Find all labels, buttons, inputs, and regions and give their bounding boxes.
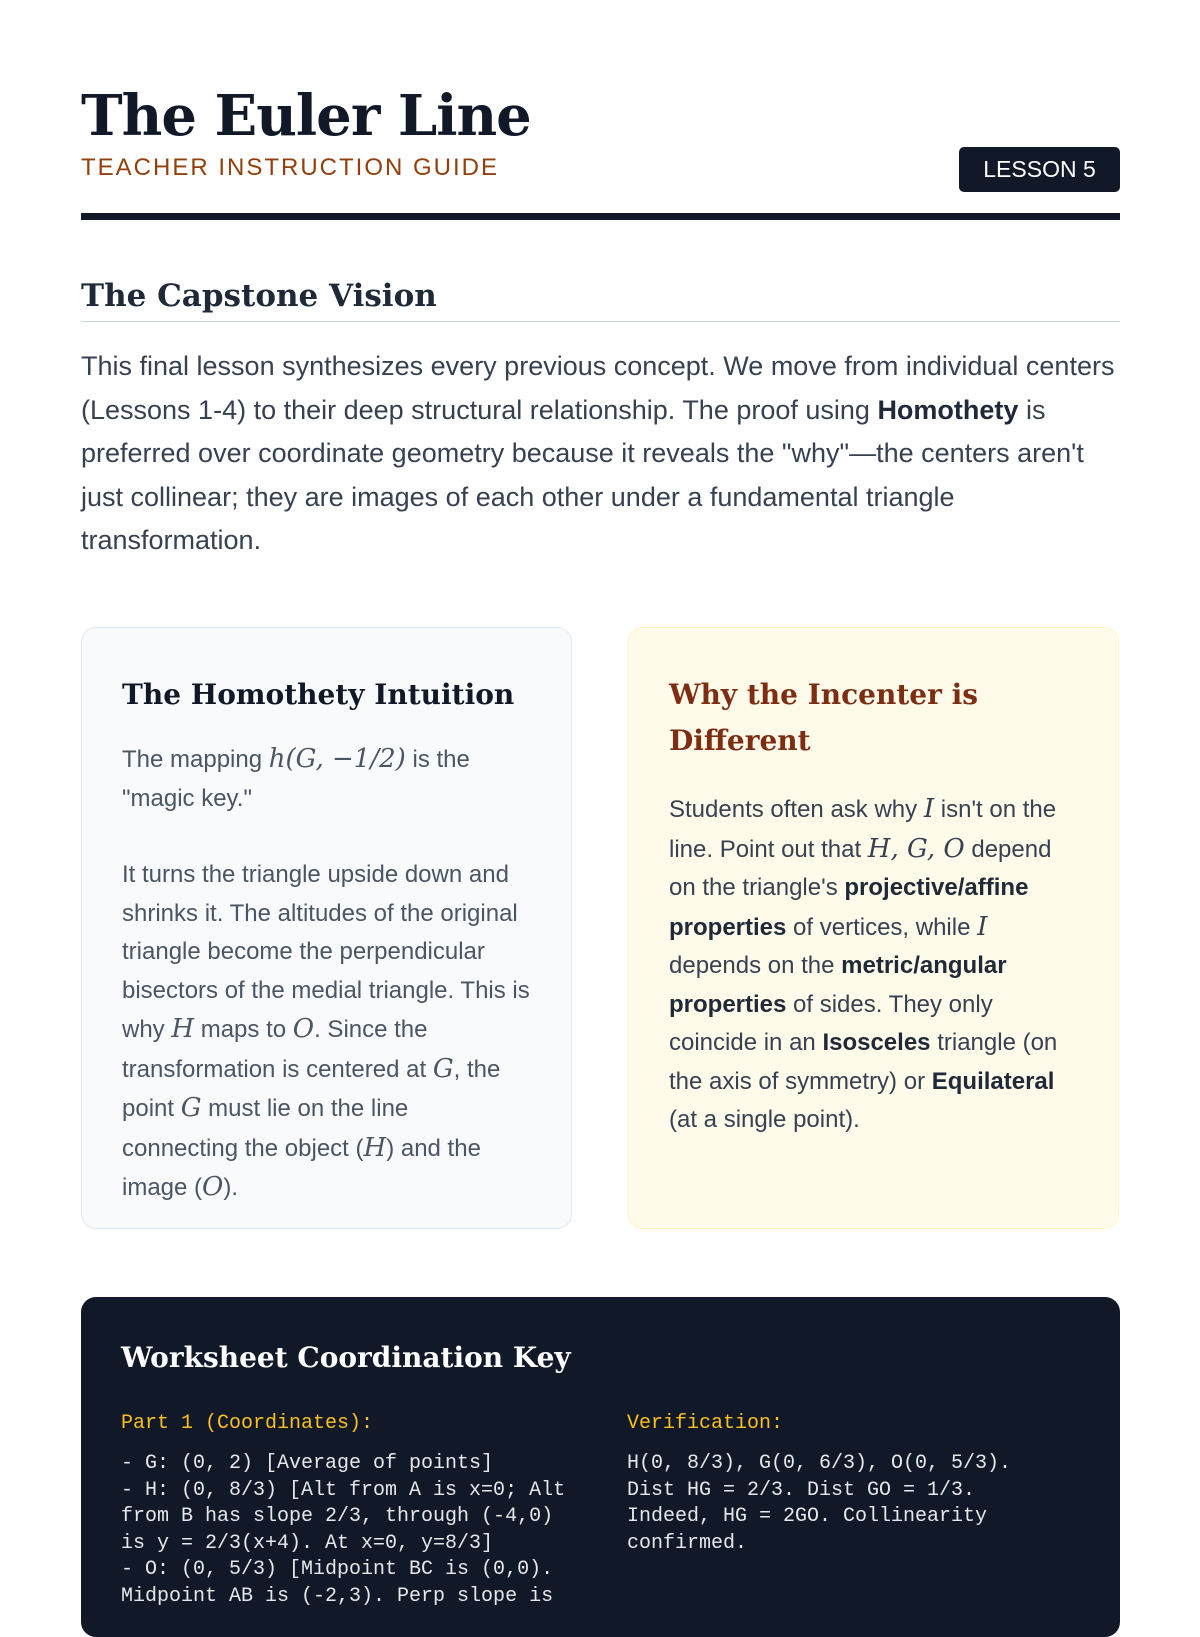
worksheet-key-heading: Worksheet Coordination Key [121,1341,571,1374]
capstone-vision-text: This final lesson synthesizes every previous concept. We move from individual centers (Lessons 1-4) to their deep structural relationship. The proof using Homothety is preferred over coordinate geometry because it reveals the "why"—the centers aren't just collinear; they are images of each other under a fundamental triangle transformation. [81,351,1115,555]
worksheet-part1-column [121,1411,591,1610]
header-divider [81,213,1120,220]
page-header [81,0,1120,222]
incenter-card-heading: Why the Incenter is Different [669,678,978,757]
part1-label: Part 1 (Coordinates): [121,1412,374,1435]
page-title: The Euler Line [81,83,531,149]
incenter-card-paragraph: Students often ask why I isn't on the line. Point out that H, G, O depend on the triangle's projective/affine properties of vertices, while I depends on the metric/angular properties of sides. They only coincide in an Isosceles triangle (on the axis of symmetry) or Equilateral (at a single point). [669,794,1058,1133]
page-subtitle: TEACHER INSTRUCTION GUIDE [81,154,500,181]
capstone-vision-heading: The Capstone Vision [81,272,1120,322]
homothety-card-paragraph-1: The mapping h(G, −1/2) is the "magic key." [122,744,470,812]
part1-body: - G: (0, 2) [Average of points] - H: (0, 8/3) [Alt from A is x=0; Alt from B has slope 2/3, through (-4,0) is y = 2/3(x+4). At x=0, y=8/3] - O: (0, 5/3) [Midpoint BC is (0,0). Midpoint AB is (-2,3). Perp slope is [121,1452,566,1608]
incenter-difference-card [628,627,1119,1229]
lesson-badge: LESSON 5 [959,147,1120,192]
verification-label: Verification: [627,1412,784,1435]
worksheet-verification-column [627,1411,1067,1557]
homothety-card-heading: The Homothety Intuition [122,678,515,711]
homothety-card-paragraph-2: It turns the triangle upside down and shrinks it. The altitudes of the original triangle become the perpendicular bisectors of the medial triangle. This is why H maps to O. Since the transformation is centered at G, the point G must lie on the line connecting the object (H) and the image (O). [122,861,530,1202]
lesson-page [81,0,1120,1608]
homothety-intuition-card [81,627,572,1229]
worksheet-key-panel [81,1297,1120,1637]
verification-body: H(0, 8/3), G(0, 6/3), O(0, 5/3). Dist HG = 2/3. Dist GO = 1/3. Indeed, HG = 2GO. Collinearity confirmed. [627,1452,1012,1555]
